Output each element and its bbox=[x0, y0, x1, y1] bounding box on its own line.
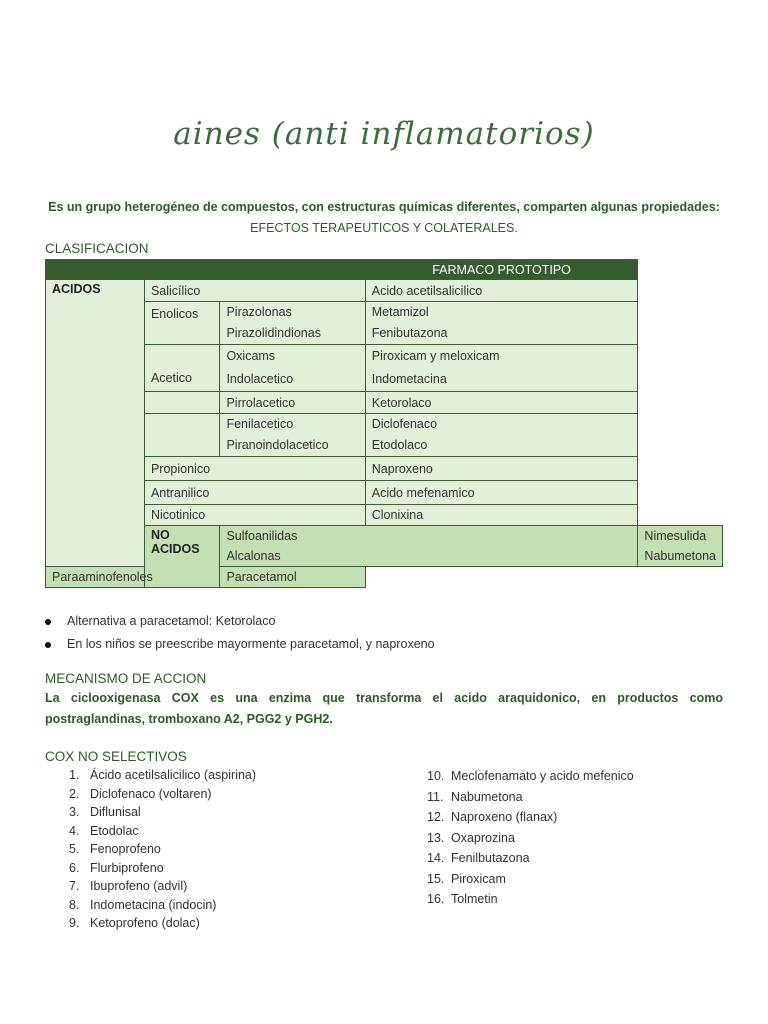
table-row bbox=[46, 481, 723, 505]
table-row bbox=[46, 345, 723, 392]
cox-list-right bbox=[427, 766, 634, 910]
drug-cell: Ketorolaco bbox=[365, 392, 638, 414]
table-row bbox=[46, 302, 723, 345]
drug-cell: Naproxeno bbox=[365, 457, 638, 481]
table-row bbox=[46, 457, 723, 481]
classification-table bbox=[45, 259, 723, 588]
class-cell: Propionico bbox=[144, 457, 365, 481]
drug-cell: Acido mefenamico bbox=[365, 481, 638, 505]
cox-list-left bbox=[45, 766, 256, 933]
list-item: 1. Ácido acetilsalicilico (aspirina) bbox=[69, 768, 257, 782]
drug-cell: Metamizol Fenibutazona bbox=[365, 302, 638, 345]
subclass-cell: Fenilacetico Piranoindolacetico bbox=[220, 414, 365, 457]
group-acidos: ACIDOS bbox=[46, 280, 145, 567]
table-header-row bbox=[46, 260, 723, 280]
list-item: 14. Fenilbutazona bbox=[427, 851, 530, 865]
class-cell: Enolicos bbox=[144, 302, 220, 345]
class-cell: Salicílico bbox=[144, 280, 365, 302]
intro-text: Es un grupo heterogéneo de compuestos, con estructuras químicas diferentes, comparten algunas propiedades: bbox=[48, 200, 720, 214]
list-item: 7. Ibuprofeno (advil) bbox=[69, 879, 188, 893]
list-item: 2. Diclofenaco (voltaren) bbox=[69, 786, 212, 801]
cox-heading: COX NO SELECTIVOS bbox=[45, 749, 187, 764]
class-cell: Acetico bbox=[144, 345, 220, 392]
table-row bbox=[46, 567, 723, 588]
list-item: 11. Nabumetona bbox=[427, 789, 523, 804]
class-cell: Sulfoanilidas Alcalonas bbox=[220, 526, 638, 567]
table-row bbox=[46, 280, 723, 302]
notes-list bbox=[45, 610, 435, 656]
mecanismo-heading: MECANISMO DE ACCION bbox=[45, 671, 207, 686]
list-item: 15. Piroxicam bbox=[427, 871, 506, 886]
drug-cell: Paracetamol bbox=[220, 567, 365, 588]
group-no-acidos: NO ACIDOS bbox=[144, 526, 220, 588]
list-item: 9. Ketoprofeno (dolac) bbox=[69, 916, 200, 930]
list-item: Alternativa a paracetamol: Ketorolaco bbox=[45, 610, 435, 633]
subclass-cell: Pirazolonas Pirazolidindionas bbox=[220, 302, 365, 345]
subclass-cell: Pirrolacetico bbox=[220, 392, 365, 414]
class-cell: Nicotinico bbox=[144, 505, 365, 526]
drug-cell: Nimesulida Nabumetona bbox=[638, 526, 723, 567]
list-item: 10. Meclofenamato y acido mefenico bbox=[427, 769, 634, 783]
bullet-icon bbox=[45, 619, 51, 625]
drug-cell: Clonixina bbox=[365, 505, 638, 526]
list-item: 5. Fenoprofeno bbox=[69, 842, 161, 856]
clasificacion-heading: CLASIFICACION bbox=[45, 241, 149, 256]
table-row bbox=[46, 505, 723, 526]
list-item: 4. Etodolac bbox=[69, 823, 139, 838]
table-row bbox=[46, 414, 723, 457]
page-title: aines (anti inflamatorios) bbox=[173, 116, 595, 152]
list-item: 6. Flurbiprofeno bbox=[69, 860, 164, 875]
drug-cell: Piroxicam y meloxicam Indometacina bbox=[365, 345, 638, 392]
subclass-cell: Oxicams Indolacetico bbox=[220, 345, 365, 392]
mecanismo-text: La ciclooxigenasa COX es una enzima que transforma el acido araquidonico, en productos como postraglandinas, tromboxano A2, PGG2 y PGH2. bbox=[45, 691, 723, 726]
list-item: 12. Naproxeno (flanax) bbox=[427, 810, 558, 824]
table-row bbox=[46, 392, 723, 414]
list-item: En los niños se preescribe mayormente paracetamol, y naproxeno bbox=[45, 633, 435, 656]
intro-subtitle: EFECTOS TERAPEUTICOS Y COLATERALES. bbox=[250, 221, 518, 235]
header-farmaco-prototipo: FARMACO PROTOTIPO bbox=[365, 260, 638, 280]
list-item: 16. Tolmetin bbox=[427, 892, 498, 906]
drug-cell: Acido acetilsalicilico bbox=[365, 280, 638, 302]
table-row bbox=[46, 526, 723, 567]
drug-cell: Diclofenaco Etodolaco bbox=[365, 414, 638, 457]
class-cell: Paraaminofenoles bbox=[46, 567, 220, 588]
class-cell: Antranilico bbox=[144, 481, 365, 505]
list-item: 8. Indometacina (indocin) bbox=[69, 897, 217, 912]
list-item: 13. Oxaprozina bbox=[427, 830, 515, 845]
list-item: 3. Diflunisal bbox=[69, 805, 141, 819]
bullet-icon bbox=[45, 642, 51, 648]
